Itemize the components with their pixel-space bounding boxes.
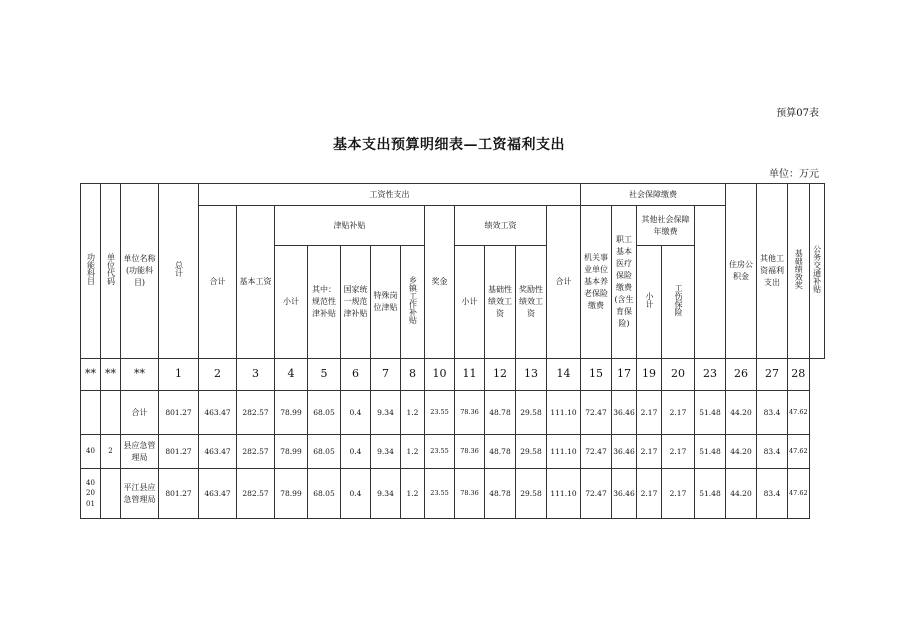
header-allow-norm: 其中：规范性津补贴 [308,246,341,359]
table-row [81,435,825,469]
row-value: 23.55 [425,469,455,519]
table-row [81,469,825,519]
header-ss-injury: 工伤保险 [662,246,695,359]
row-value: 801.27 [159,435,199,469]
index-cell: 20 [662,359,695,391]
row-value: 83.4 [757,469,788,519]
row-unit-name: 县应急管理局 [121,435,159,469]
row-code-l2 [101,391,121,435]
row-value: 47.62 [788,469,810,519]
row-value: 282.57 [237,469,275,519]
header-wage-spending: 工资性支出 [199,184,581,206]
index-unit-code: ** [101,359,121,391]
header-total: 总计 [159,184,199,359]
row-value: 51.48 [695,469,726,519]
row-value: 282.57 [237,391,275,435]
row-value: 2.17 [662,391,695,435]
row-value: 78.36 [455,435,485,469]
header-ss-medical: 职工基本医疗保险缴费(含生育保险) [612,206,637,359]
header-performance: 绩效工资 [455,206,547,246]
row-value: 36.46 [612,469,637,519]
row-value: 48.78 [485,435,516,469]
index-cell: 26 [726,359,757,391]
header-allow-special: 特殊岗位津贴 [371,246,401,359]
row-value: 23.55 [425,391,455,435]
row-value: 463.47 [199,469,237,519]
header-unit-code: 单位代码 [101,184,121,359]
row-value: 29.58 [516,435,547,469]
header-ss-total: 合计 [547,206,581,359]
header-func-subject: 功能科目 [81,184,101,359]
header-perf-base: 基础性绩效工资 [485,246,516,359]
row-code: 40 20 01 [81,469,101,519]
row-value: 111.10 [547,391,581,435]
index-cell: 27 [757,359,788,391]
header-allowance: 津贴补贴 [275,206,425,246]
header-basic-perf-bonus: 基础绩效奖 [788,184,810,359]
index-unit-name: ** [121,359,159,391]
row-value: 72.47 [581,469,612,519]
index-cell: 14 [547,359,581,391]
header-unit-name: 单位名称(功能科目) [121,184,159,359]
row-value: 2.17 [637,435,662,469]
row-value: 463.47 [199,391,237,435]
header-ss-other-small: 小计 [637,246,662,359]
index-cell: 10 [425,359,455,391]
index-cell: 28 [788,359,810,391]
row-code-l1 [81,391,101,435]
header-perf-small: 小计 [455,246,485,359]
row-value: 2.17 [637,391,662,435]
header-allow-small: 小计 [275,246,308,359]
header-other-welfare: 其他工资福利支出 [757,184,788,359]
row-value: 0.4 [341,435,371,469]
row-value: 23.55 [425,435,455,469]
row-value: 1.2 [401,435,425,469]
index-cell: 13 [516,359,547,391]
header-allow-state: 国家统一规范津补贴 [341,246,371,359]
row-value: 9.34 [371,469,401,519]
unit-label: 单位：万元 [769,169,819,180]
row-code-l2: 2 [101,435,121,469]
row-value: 36.46 [612,391,637,435]
index-cell: 19 [637,359,662,391]
row-value: 9.34 [371,435,401,469]
row-value: 0.4 [341,469,371,519]
row-value: 72.47 [581,435,612,469]
row-value: 78.99 [275,469,308,519]
table-row [81,391,825,435]
row-value: 2.17 [662,469,695,519]
budget-table [80,183,825,519]
form-number: 预算07表 [776,108,819,119]
index-cell: 2 [199,359,237,391]
row-value: 36.46 [612,435,637,469]
row-unit-name: 平江县应急管理局 [121,469,159,519]
header-ss-other: 其他社会保障年缴费 [637,206,695,246]
row-value: 1.2 [401,469,425,519]
row-value: 44.20 [726,435,757,469]
row-value: 801.27 [159,391,199,435]
row-value: 78.36 [455,469,485,519]
row-value: 111.10 [547,435,581,469]
row-value: 29.58 [516,391,547,435]
index-cell: 5 [308,359,341,391]
row-value: 47.62 [788,435,810,469]
index-cell: 15 [581,359,612,391]
row-code-l1: 40 [81,435,101,469]
row-value: 51.48 [695,435,726,469]
header-bonus: 奖金 [425,206,455,359]
row-value: 48.78 [485,391,516,435]
row-value: 68.05 [308,391,341,435]
row-value: 29.58 [516,469,547,519]
index-cell: 7 [371,359,401,391]
index-cell: 12 [485,359,516,391]
row-value: 44.20 [726,469,757,519]
row-value: 78.36 [455,391,485,435]
row-value: 1.2 [401,391,425,435]
header-basic-wage: 基本工资 [237,206,275,359]
header-wage-subtotal: 合计 [199,206,237,359]
row-value: 68.05 [308,469,341,519]
row-value: 72.47 [581,391,612,435]
header-housing-fund: 住房公积金 [726,184,757,359]
index-func-subject: ** [81,359,101,391]
row-value: 47.62 [788,391,810,435]
header-ss-pension: 机关事业单位基本养老保险缴费 [581,206,612,359]
index-cell: 4 [275,359,308,391]
index-cell: 11 [455,359,485,391]
row-value: 2.17 [637,469,662,519]
row-value: 68.05 [308,435,341,469]
index-cell: 23 [695,359,726,391]
row-value: 2.17 [662,435,695,469]
row-value: 48.78 [485,469,516,519]
page-title: 基本支出预算明细表—工资福利支出 [333,137,565,153]
index-cell: 6 [341,359,371,391]
row-value: 801.27 [159,469,199,519]
header-transport: 公务交通补贴 [809,184,824,359]
row-value: 78.99 [275,435,308,469]
header-allow-town: 乡镇工作补贴 [401,246,425,359]
row-value: 9.34 [371,391,401,435]
row-code-l2 [101,469,121,519]
header-social-security: 社会保障缴费 [581,184,726,206]
index-cell: 1 [159,359,199,391]
index-cell: 17 [612,359,637,391]
row-value: 51.48 [695,391,726,435]
header-perf-reward: 奖励性绩效工资 [516,246,547,359]
row-value: 44.20 [726,391,757,435]
row-value: 463.47 [199,435,237,469]
row-value: 282.57 [237,435,275,469]
index-cell: 8 [401,359,425,391]
row-value: 83.4 [757,435,788,469]
row-value: 83.4 [757,391,788,435]
row-value: 0.4 [341,391,371,435]
row-value: 111.10 [547,469,581,519]
index-cell: 3 [237,359,275,391]
row-unit-name: 合计 [121,391,159,435]
row-value: 78.99 [275,391,308,435]
